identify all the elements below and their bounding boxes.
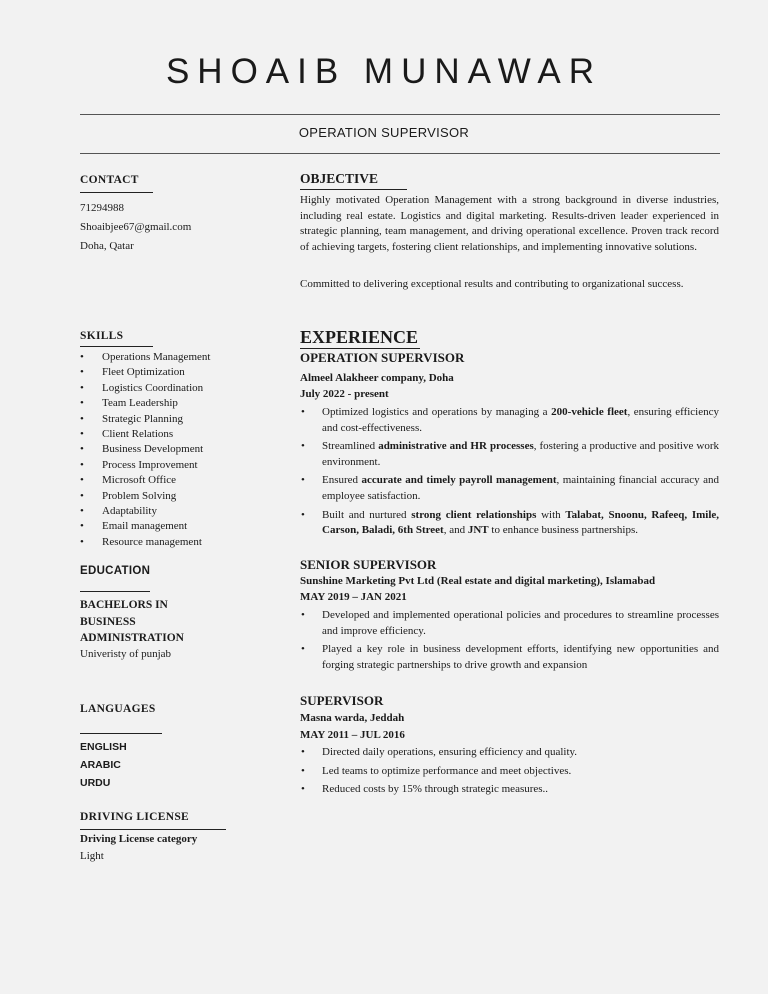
objective-heading: OBJECTIVE (300, 171, 379, 186)
bullet-text: Reduced costs by 15% through strategic measures.. (322, 783, 549, 796)
bullet-text: Led teams to optimize performance and meet objectives. (322, 764, 572, 777)
job-subtitle: OPERATION SUPERVISOR (298, 125, 470, 140)
driving-license-underline (80, 829, 226, 830)
bullet-text: Streamlined (322, 440, 379, 453)
degree-line: BUSINESS (80, 615, 136, 628)
language-item: URDU (80, 777, 111, 789)
skill-item: • Problem Solving (80, 489, 210, 504)
license-category-value: Light (80, 850, 104, 862)
job-dates: MAY 2011 – JUL 2016 (300, 729, 405, 741)
bullet-emphasis: administrative and HR processes (378, 440, 534, 453)
skills-list (80, 350, 210, 550)
bullet-emphasis: 200-vehicle fleet (551, 406, 628, 418)
bullet-text: Built and nurtured (322, 508, 412, 521)
contact-underline (80, 192, 153, 193)
job-title: SUPERVISOR (300, 693, 384, 708)
skill-item: • Strategic Planning (80, 412, 210, 427)
experience-bullet (300, 473, 719, 504)
bullet-text: with (536, 508, 566, 521)
languages-heading: LANGUAGES (80, 703, 156, 715)
experience-bullet (300, 642, 719, 673)
bullet-emphasis: strong client relationships (411, 508, 537, 521)
objective-paragraph: Highly motivated Operation Management with a strong background in diverse industries, including real estate. Logistics and digital marketing. Results-driven leader experienced in strategic planning, team management, and driving operational excellence. Proven track record of achieving targets, fostering client relationships, and implementing innovative solutions. (300, 194, 719, 253)
education-underline (80, 591, 150, 592)
header-top-rule (80, 114, 720, 115)
job-company: Sunshine Marketing Pvt Ltd (Real estate and digital marketing), Islamabad (300, 575, 656, 587)
skill-item: • Email management (80, 519, 210, 534)
degree-line: ADMINISTRATION (80, 632, 184, 644)
skill-item: • Resource management (80, 535, 210, 550)
job-company: Masna warda, Jeddah (300, 712, 405, 724)
bullet-emphasis: accurate and timely payroll management (361, 474, 557, 487)
skills-heading: SKILLS (80, 330, 124, 342)
language-item: ARABIC (80, 759, 121, 771)
contact-location: Doha, Qatar (80, 240, 134, 252)
contact-email: Shoaibjee67@gmail.com (80, 221, 192, 233)
bullet-text: to enhance business partnerships. (488, 524, 639, 537)
driving-license-heading: DRIVING LICENSE (80, 811, 189, 823)
job-dates: MAY 2019 – JAN 2021 (300, 591, 407, 603)
skill-item: • Client Relations (80, 427, 210, 442)
education-degree (80, 597, 184, 647)
contact-heading: CONTACT (80, 174, 139, 186)
license-category-label: Driving License category (80, 833, 198, 845)
experience-bullet (300, 608, 719, 639)
bullet-text: , and (443, 524, 468, 537)
skills-underline (80, 346, 153, 347)
bullet-text: Directed daily operations, ensuring efficiency and quality. (322, 746, 578, 758)
header-bottom-rule (80, 153, 720, 154)
job-title: OPERATION SUPERVISOR (300, 350, 465, 365)
bullet-text: Optimized logistics and operations by managing a (322, 406, 552, 418)
experience-heading: EXPERIENCE (300, 327, 419, 347)
skill-item: • Process Improvement (80, 458, 210, 473)
bullet-text: Ensured (322, 474, 362, 487)
bullet-text: , fostering a productive and positive work environment. (322, 440, 719, 468)
bullet-text: , ensuring efficiency and cost-effectiveness. (322, 406, 720, 434)
objective-underline (300, 189, 407, 190)
job-title: SENIOR SUPERVISOR (300, 557, 437, 572)
skill-item: • Logistics Coordination (80, 381, 210, 396)
bullet-text: , maintaining financial accuracy and employee satisfaction. (322, 474, 719, 502)
experience-bullet (300, 782, 719, 798)
experience-bullet (300, 764, 719, 780)
bullet-text: Developed and implemented operational policies and procedures to streamline processes and improve efficiency. (322, 609, 719, 637)
experience-bullet (300, 508, 719, 539)
languages-underline (80, 733, 162, 734)
skill-item: • Team Leadership (80, 396, 210, 411)
degree-line: BACHELORS IN (80, 599, 168, 611)
language-item: ENGLISH (80, 741, 127, 753)
contact-details (80, 199, 191, 256)
job-dates: July 2022 - present (300, 388, 389, 400)
bullet-emphasis: Talabat, Snoonu, Rafeeq, Imile, Carson, Baladi, 6th Street (322, 508, 720, 537)
education-heading: EDUCATION (80, 565, 151, 577)
job-bullets (300, 608, 719, 676)
skill-item: • Business Development (80, 442, 210, 457)
objective-commitment: Committed to delivering exceptional results and contributing to organizational success. (300, 278, 684, 290)
skill-item: • Operations Management (80, 350, 210, 365)
job-company: Almeel Alakheer company, Doha (300, 372, 454, 384)
languages-list (80, 738, 127, 792)
experience-bullet (300, 745, 719, 761)
job-bullets (300, 405, 719, 542)
experience-bullet (300, 439, 719, 470)
education-school: Univeristy of punjab (80, 648, 172, 660)
bullet-text: Played a key role in business development efforts, identifying new opportunities and forging strategic partnerships to drive growth and expansion (322, 643, 719, 671)
contact-phone: 71294988 (80, 202, 124, 214)
experience-bullet (300, 405, 719, 436)
bullet-emphasis: JNT (467, 524, 489, 537)
skill-item: • Microsoft Office (80, 473, 210, 488)
job-bullets (300, 745, 719, 801)
experience-underline (300, 348, 420, 349)
skill-item: • Adaptability (80, 504, 210, 519)
skill-item: • Fleet Optimization (80, 365, 210, 380)
candidate-name: SHOAIB MUNAWAR (165, 52, 603, 91)
